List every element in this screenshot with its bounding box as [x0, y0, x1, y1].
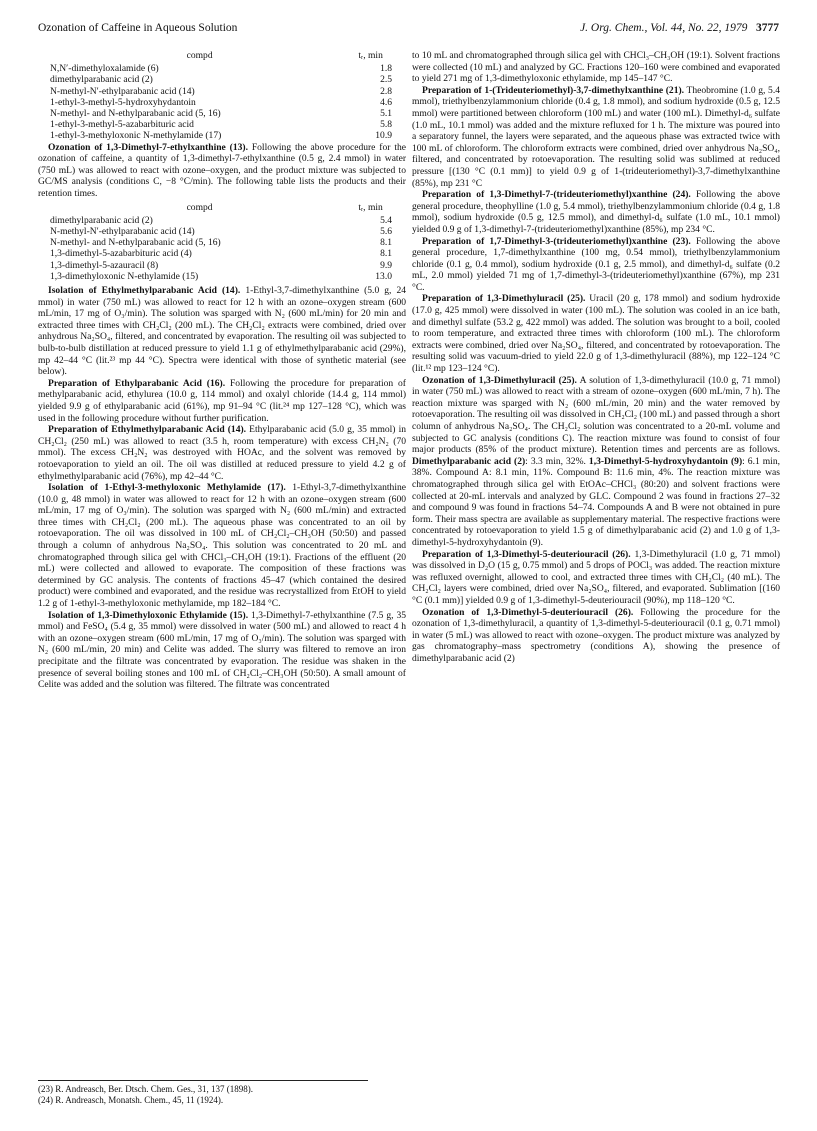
retention-time-cell: 10.9	[375, 130, 392, 142]
retention-time-cell: 1.8	[380, 63, 392, 75]
section-heading: Preparation of 1,3-Dimethyl-7-(trideuteriomethyl)xanthine (24).	[422, 189, 691, 201]
paragraph-text: to 10 mL and chromatographed through silica gel with CHCl₃–CH₃OH (19:1). Solvent fractions were collected (10 mL) and analyzed by GC. Fractions 120–160 were combined and evaporated to yield 271 mg of 1,3-dimethyloxonic ethylamide, mp 145–147 °C.	[412, 50, 780, 85]
table-row	[50, 74, 392, 85]
paragraph-text: Following the above general procedure, theophylline (1.0 g, 5.4 mmol), triethylbenzylammonium chloride (0.4 g, 1.8 mmol), sodium hydroxide (0.5 g, 12.5 mmol), and dimethyl-d₆ sulfate (1.0 mL, 10.1 mmol) yielded 0.9 g of 1,3-dimethyl-7-(trideuteriomethyl)xanthine (85%), mp 234 °C.	[412, 189, 780, 235]
table-row	[50, 260, 392, 271]
compound-cell: N,N′-dimethyloxalamide (6)	[50, 63, 159, 75]
table-row	[50, 86, 392, 97]
section-heading: Ozonation of 1,3-Dimethyl-7-ethylxanthine (13).	[48, 141, 248, 153]
volume-issue: Vol. 44, No. 22, 1979	[650, 22, 748, 34]
paragraph-text: Uracil (20 g, 178 mmol) and sodium hydroxide (17.0 g, 425 mmol) were dissolved in water (100 mL). The solution was cooled in an ice bath, and dimethyl sulfate (53.2 g, 422 mmol) was added. The solution was brought to a boil, cooled to room temperature, and extracted three times with chloroform (100 mL). The chloroform extracts were combined, dried over Na₂SO₄, filtered, and concentrated by rotoevaporation. The resulting solid was vacuum-dried to yield 22.0 g of 1,3-dimethyluracil (88%), mp 122–124 °C (lit.¹² mp 123–124 °C).	[412, 293, 780, 375]
paragraph	[412, 236, 780, 294]
page-number: 3777	[756, 22, 779, 34]
compound-cell: 1,3-dimethyloxonic N-ethylamide (15)	[50, 270, 199, 282]
paragraph-text: Ethylparabanic acid (5.0 g, 35 mmol) in CH₂Cl₂ (250 mL) was allowed to react (3.5 h, room temperature) with excess CH₂N₂ (70 mmol). The excess CH₂N₂ was destroyed with HOAc, and the solvent was removed by rotoevaporation to yield an oil. The oil was distilled at reduced pressure to yield 4.2 g of ethylmethylparabanic acid (76%), mp 42–44 °C.	[38, 424, 406, 482]
paragraph-text: 1,3-Dimethyl-7-ethylxanthine (7.5 g, 35 mmol) and FeSO₄ (5.4 g, 35 mmol) were dissolved in water (500 mL) and allowed to react 4 h with an ozone–oxygen stream (600 mL/min, 17 mg of O₃/min). The solution was sparged with N₂ (600 mL/min, 20 min) and Celite was added. The slurry was filtered to remove an iron precipitate and the filtrate was concentrated by evaporation. The residue was shaken in the presence of several boiling stones and 100 mL of CH₂Cl₂–CH₃OH (50:50). A small amount of Celite was added and the solution was filtered. The filtrate was concentrated	[38, 609, 406, 691]
retention-time-cell: 2.5	[380, 74, 392, 86]
paragraph-text: Following the procedure for preparation of methylparabanic acid, ethylurea (10.0 g, 114 mmol) and oxalyl chloride (14.4 g, 114 mmol) yielded 9.9 g of ethylparabanic acid (61%), mp 91–94 °C (lit.²⁴ mp 127–128 °C), which was used in the following procedure without further purification.	[38, 377, 406, 424]
compound-cell: N-methyl-N′-ethylparabanic acid (14)	[50, 226, 195, 237]
retention-time-cell: 13.0	[375, 270, 392, 282]
table-header	[50, 202, 392, 215]
compound-cell: dimethylparabanic acid (2)	[50, 214, 153, 226]
paragraph-text: 1-Ethyl-3,7-dimethylxanthine (5.0 g, 24 mmol) in water (750 mL) was allowed to react for 12 h with an ozone–oxygen stream (600 mL/min, 17 mg of O₃/min). The solution was sparged with N₂ (600 mL/min) for 20 min and extracted three times with CH₂Cl₂ (200 mL). The CH₂Cl₂ extracts were combined, dried over anhydrous Na₂SO₄, filtered, and concentrated by evaporation. The resulting oil was subjected to bulb-to-bulb distillation at reduced pressure to yield 1.1 g of ethylmethylparabanic acid (29%), mp 42–44 °C (lit.²³ mp 44 °C). Spectra were identical with those of synthetic material (see below).	[38, 285, 406, 378]
paragraph	[412, 293, 780, 374]
retention-time-cell: 5.6	[380, 226, 392, 237]
paragraph-text: : 6.1 min, 38%. Compound A: 8.1 min, 11%. Compound B: 11.6 min, 4%. The reaction mixture was chromatographed through silica gel with EtOAc–CHCl₃ (80:20) and solvent fractions were collected at 20-mL intervals and analyzed by GLC. Compound 2 was found in fractions 27–32 and compound 9 was found in fractions 54–74. Compounds A and B were not obtained in pure form. Their mass spectra are available as supplementary material. The respective fractions were concentrated by rotoevaporation to yield 1.5 g of dimethylparabanic acid (2) and 1.0 g of 1,3-dimethyl-5-hydroxyhydantoin (9).	[412, 455, 780, 548]
paragraph	[412, 85, 780, 189]
section-heading: Ozonation of 1,3-Dimethyluracil (25).	[422, 374, 577, 386]
table-header	[50, 50, 392, 63]
retention-time-cell: 8.1	[380, 248, 392, 260]
table-row	[50, 271, 392, 282]
compound-cell: 1,3-dimethyl-5-azauracil (8)	[50, 259, 159, 271]
paragraph	[412, 50, 780, 85]
retention-time-cell: 5.4	[380, 214, 392, 226]
journal-citation	[580, 22, 779, 34]
paragraph	[38, 285, 406, 378]
retention-table-1	[50, 50, 392, 142]
compound-cell: N-methyl- and N-ethylparabanic acid (5, 16)	[50, 237, 221, 249]
paragraph-text: 1-Ethyl-3,7-dimethylxanthine (10.0 g, 48 mmol) in water was allowed to react for 12 h with an ozone–oxygen stream (600 mL/min, 17 mg of O₃/min). The solution was sparged with N₂ (600 mL/min) and extracted three times with CH₂Cl₂ (200 mL). The aqueous phase was concentrated to an oil by rotoevaporation. The oil was dissolved in 100 mL of CH₂Cl₂–CH₃OH (50:50) and passed through a column of anhydrous Na₂SO₄. This solution was concentrated to 20 mL and chromatographed through silica gel with CHCl₃–CH₃OH (19:1). Fractions of the effluent (20 mL) were collected and allowed to evaporate. The composition of these fractions was determined by GC analysis. The contents of fractions 45–47 (which contained the desired product) were combined and evaporated, and the residue was recrystallized from EtOH to yield 1.2 g of 1-ethyl-3-methyloxonic methylamide, mp 182–184 °C.	[38, 482, 406, 610]
section-heading: Preparation of Ethylparabanic Acid (16).	[48, 377, 226, 389]
table-row	[50, 119, 392, 130]
paragraph	[38, 142, 406, 200]
section-heading: Ozonation of 1,3-Dimethyl-5-deuteriouracil (26).	[422, 606, 634, 618]
section-heading: Isolation of 1,3-Dimethyloxonic Ethylamide (15).	[48, 609, 249, 621]
paragraph-text: Following the above procedure for the ozonation of caffeine, a quantity of 1,3-dimethyl-7-ethylxanthine (0.5 g, 2.4 mmol) in water (750 mL) was allowed to react with ozone–oxygen, and the product mixture was subjected to GC/MS analysis (conditions C, −8 °C/min). The following table lists the products and their retention times.	[38, 141, 406, 199]
section-heading: Preparation of 1-(Trideuteriomethyl)-3,7-dimethylxanthine (21).	[422, 84, 685, 96]
footnote: (23) R. Andreasch, Ber. Dtsch. Chem. Ges., 31, 137 (1898).	[38, 1084, 253, 1094]
retention-time-cell: 9.9	[380, 259, 392, 271]
table-row	[50, 226, 392, 237]
compound-cell: 1,3-dimethyl-5-azabarbituric acid (4)	[50, 248, 192, 260]
left-column	[38, 50, 406, 691]
table-row	[50, 63, 392, 74]
section-heading: Isolation of Ethylmethylparabanic Acid (14).	[48, 285, 241, 297]
paragraph-text: Following the procedure for the ozonation of 1,3-dimethyluracil, a quantity of 1,3-dimethyl-5-deuteriouracil (0.1 g, 0.71 mmol) in water (5 mL) was allowed to react with ozone–oxygen. The product mixture was analyzed by gas chromatography–mass spectrometry (conditions A), showing the presence of dimethylparabanic acid (2)	[412, 606, 780, 664]
table-row	[50, 108, 392, 119]
paragraph	[412, 189, 780, 235]
paragraph	[412, 607, 780, 665]
paragraph	[38, 482, 406, 610]
section-heading: Preparation of 1,7-Dimethyl-3-(trideuteriomethyl)xanthine (23).	[422, 235, 691, 247]
paragraph	[38, 610, 406, 691]
retention-table-2	[50, 202, 392, 282]
paragraph	[38, 378, 406, 424]
col-compd: compd	[186, 201, 213, 213]
paragraph	[412, 375, 780, 549]
table-row	[50, 97, 392, 108]
section-heading: Preparation of 1,3-Dimethyluracil (25).	[422, 293, 586, 305]
paragraph-text: 1,3-Dimethyluracil (1.0 g, 71 mmol) was dissolved in D₂O (15 g, 0.75 mmol) and 5 drops of POCl₃ was added. The reaction mixture was refluxed overnight, allowed to cool, and extracted three times with CH₂Cl₂ (40 mL). The CH₂Cl₂ layers were combined, dried over Na₂SO₄, filtered, and evaporated. Sublimation [(160 °C (0.1 mm)] yielded 0.9 g of 1,3-dimethyl-5-deuteriouracil (90%), mp 118–120 °C.	[412, 548, 780, 606]
footnotes	[38, 1080, 406, 1106]
footnote-rule	[38, 1080, 368, 1081]
retention-time-cell: 8.1	[380, 237, 392, 249]
retention-time-cell: 5.1	[380, 108, 392, 120]
retention-time-cell: 5.8	[380, 119, 392, 131]
section-heading: Isolation of 1-Ethyl-3-methyloxonic Methylamide (17).	[48, 482, 286, 494]
compound-name: Dimethylparabanic acid (2)	[412, 455, 526, 467]
paragraph-text: A solution of 1,3-dimethyluracil (10.0 g, 71 mmol) in water (750 mL) was allowed to react with a stream of ozone–oxygen (600 mL/min, 7 h). The reaction mixture was sparged with N₂ (600 mL/min, 20 min) and the water removed by rotoevaporation. The resulting oil was dissolved in CH₂Cl₂ (100 mL) and passed through a short column of anhydrous Na₂SO₄. The CH₂Cl₂ solution was concentrated to a 20-mL volume and subjected to GC analysis (conditions C). The reaction mixture was found to consist of four major products (85% of the product mixture). Retention times and percents are as follows.	[412, 374, 780, 456]
running-header	[38, 22, 779, 38]
col-compd: compd	[186, 50, 213, 61]
table-row	[50, 130, 392, 141]
table-row	[50, 215, 392, 226]
table-row	[50, 248, 392, 259]
paragraph-text: Theobromine (1.0 g, 5.4 mmol), triethylbenzylammonium chloride (0.4 g, 1.8 mmol), and sodium hydroxide (0.5 g, 12.5 mmol) were partitioned between chloroform (100 mL) and water (100 mL). Dimethyl-d₆ sulfate (1.0 mL, 10.1 mmol) was added and the mixture refluxed for 1 h. The mixture was poured into a separatory funnel, the layers were separated, and the aqueous phase was extracted twice with 100 mL of chloroform. The chloroform extracts were combined, dried over anhydrous Na₂SO₄, filtered, and concentrated by rotoevaporation. The resulting solid was sublimed at reduced pressure [(130 °C (0.1 mm)] to yield 0.9 g of 1-(trideuteriomethyl)-3,7-dimethylxanthine (85%), mp 231 °C	[412, 84, 780, 189]
compound-cell: N-methyl- and N-ethylparabanic acid (5, 16)	[50, 108, 221, 120]
paragraph-text: Following the above general procedure, 1,7-dimethylxanthine (100 mg, 0.54 mmol), triethylbenzylammonium chloride (0.1 g, 0.4 mmol), sodium hydroxide (0.1 g, 2.5 mmol), and dimethyl-d₆ sulfate (0.2 mL, 2.0 mmol) yielded 71 mg of 1,7-dimethyl-3-(trideuteriomethyl)xanthine (67%), mp 231 °C.	[412, 235, 780, 293]
paragraph	[412, 549, 780, 607]
compound-cell: 1-ethyl-3-methyloxonic N-methylamide (17)	[50, 130, 222, 142]
compound-name: 1,3-Dimethyl-5-hydroxyhydantoin (9)	[588, 455, 743, 467]
compound-cell: N-methyl-N′-ethylparabanic acid (14)	[50, 85, 195, 97]
section-heading: Preparation of 1,3-Dimethyl-5-deuteriouracil (26).	[422, 548, 631, 560]
footnote: (24) R. Andreasch, Monatsh. Chem., 45, 11 (1924).	[38, 1095, 224, 1105]
compound-cell: 1-ethyl-3-methyl-5-hydroxyhydantoin	[50, 96, 196, 108]
right-column	[412, 50, 780, 664]
col-tr: tᵣ, min	[358, 201, 383, 213]
compound-cell: dimethylparabanic acid (2)	[50, 74, 153, 86]
retention-time-cell: 4.6	[380, 96, 392, 108]
table-row	[50, 237, 392, 248]
retention-time-cell: 2.8	[380, 85, 392, 97]
journal-name: J. Org. Chem.,	[580, 22, 648, 34]
compound-cell: 1-ethyl-3-methyl-5-azabarbituric acid	[50, 119, 194, 131]
paragraph	[38, 424, 406, 482]
col-tr: tᵣ, min	[358, 50, 383, 61]
section-heading: Preparation of Ethylmethylparabanic Acid (14).	[48, 424, 247, 436]
paragraph-text: : 3.3 min, 32%.	[525, 455, 589, 467]
running-title: Ozonation of Caffeine in Aqueous Solution	[38, 22, 238, 34]
